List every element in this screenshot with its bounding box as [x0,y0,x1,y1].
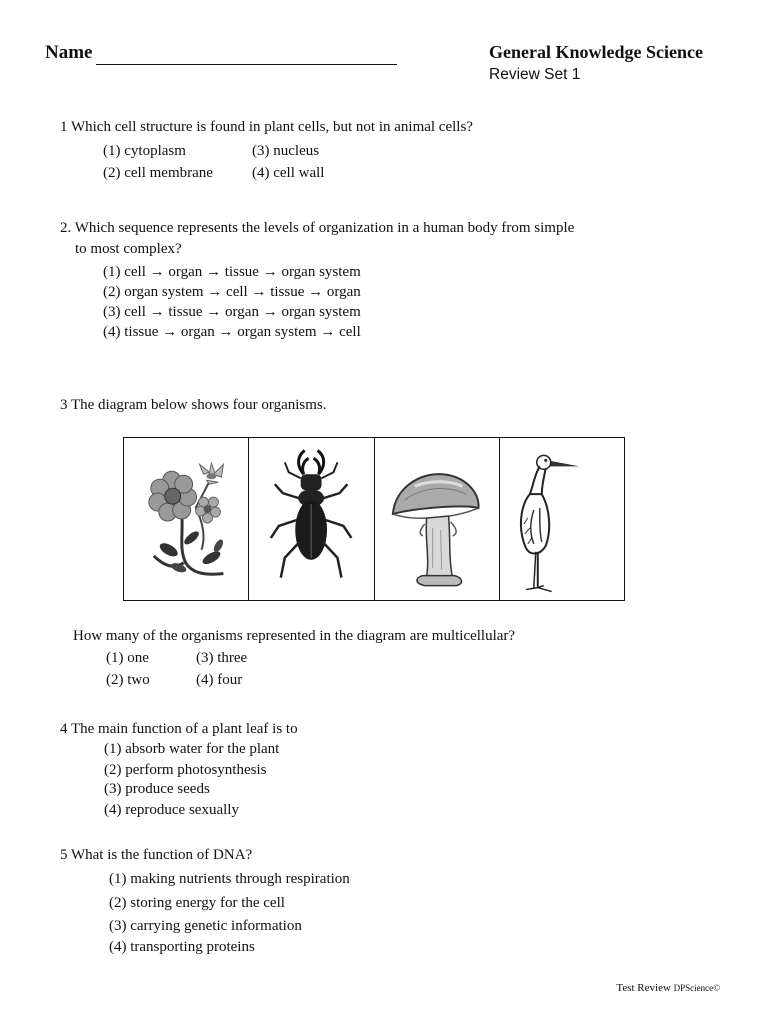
q2-option-2: (2) organ system → cell → tissue → organ [103,284,361,300]
q1-option-3: (3) nucleus [252,143,320,159]
q5-option-3: (3) carrying genetic information [109,918,302,934]
q4-option-4: (4) reproduce sexually [104,802,239,818]
q3-option-4: (4) four [196,672,243,688]
q5-option-4: (4) transporting proteins [109,939,255,955]
question-2-text-line-2: to most complex? [75,241,182,257]
flower-icon [124,438,248,600]
q4-option-2: (2) perform photosynthesis [104,762,267,778]
page-subtitle: Review Set 1 [489,66,581,83]
organism-cell-mushroom [375,438,500,600]
question-3-text: 3 The diagram below shows four organisms. [60,397,327,413]
name-label: Name [45,42,93,63]
organism-cell-flower [124,438,249,600]
question-5-text: 5 What is the function of DNA? [60,847,253,863]
question-1-text: 1 Which cell structure is found in plant cells, but not in animal cells? [60,119,473,135]
organism-cell-stork [500,438,624,600]
footer-text: Test Review [616,982,671,994]
footer-brand: DPScience© [673,983,720,993]
question-4-text: 4 The main function of a plant leaf is to [60,721,298,737]
question-2-text-line-1: 2. Which sequence represents the levels of organization in a human body from simple [60,220,575,236]
q3-option-1: (1) one [106,650,149,666]
stork-icon [500,438,624,600]
mushroom-icon [375,438,499,600]
question-3-prompt: How many of the organisms represented in the diagram are multicellular? [73,628,516,644]
organism-cell-beetle [249,438,374,600]
q1-option-4: (4) cell wall [252,165,325,181]
q4-option-1: (1) absorb water for the plant [104,741,280,757]
q5-option-2: (2) storing energy for the cell [109,895,285,911]
q5-option-1: (1) making nutrients through respiration [109,871,350,887]
q4-option-3: (3) produce seeds [104,781,210,797]
organism-diagram [123,437,625,601]
q1-option-1: (1) cytoplasm [103,143,186,159]
footer-credit [616,982,720,994]
q3-option-2: (2) two [106,672,150,688]
q3-option-3: (3) three [196,650,248,666]
q1-option-2: (2) cell membrane [103,165,213,181]
q2-option-4: (4) tissue → organ → organ system → cell [103,324,361,340]
page-title: General Knowledge Science [489,42,703,62]
q2-option-1: (1) cell → organ → tissue → organ system [103,264,361,280]
beetle-icon [249,438,373,600]
q2-option-3: (3) cell → tissue → organ → organ system [103,304,361,320]
name-blank-line[interactable] [96,44,397,65]
